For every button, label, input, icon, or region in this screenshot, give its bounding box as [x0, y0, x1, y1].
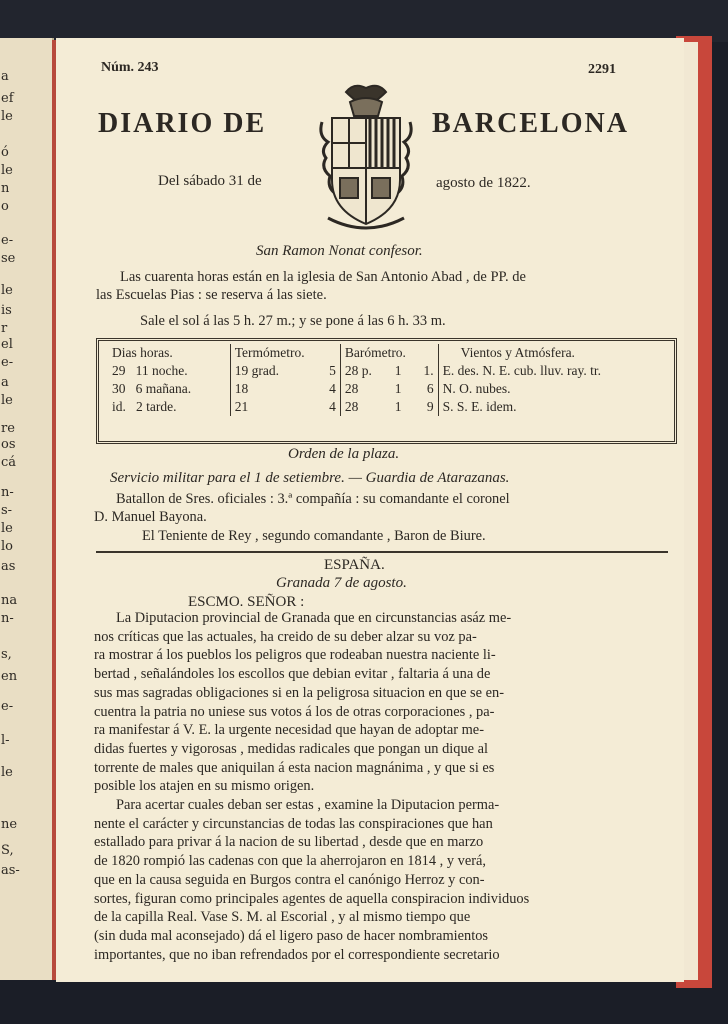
- left-page-fragment: n-: [1, 611, 14, 626]
- page-number: 2291: [588, 62, 616, 77]
- weather-baro-a: 28: [340, 380, 390, 398]
- weather-row: [108, 398, 671, 416]
- weather-wind: N. O. nubes.: [438, 380, 671, 398]
- left-page-fragment: o: [1, 199, 9, 214]
- orden-title: Orden de la plaza.: [288, 446, 400, 462]
- article-line: La Diputacion provincial de Granada que en circunstancias asáz me-: [116, 610, 512, 626]
- article-line: torrente de males que aniquilan á esta nacion magnánima , y que si es: [94, 759, 495, 776]
- weather-wind: E. des. N. E. cub. lluv. ray. tr.: [438, 362, 671, 380]
- header-wind: Vientos y Atmósfera.: [438, 344, 671, 362]
- weather-row: [108, 362, 671, 380]
- article-line: que en la causa seguida en Burgos contra el canónigo Herroz y con-: [94, 871, 485, 888]
- left-page-fragment: lo: [1, 539, 13, 554]
- article-line: nos críticas que las actuales, ha creido de su deber alzar su voz pa-: [94, 628, 477, 645]
- left-page-fragment: en: [1, 669, 18, 684]
- weather-header-row: [108, 344, 671, 362]
- date-right: agosto de 1822.: [436, 175, 531, 191]
- weather-row: [108, 380, 671, 398]
- left-page-fragment: os: [1, 437, 16, 452]
- section-country: ESPAÑA.: [324, 557, 385, 573]
- left-page-fragment: le: [1, 393, 13, 408]
- weather-baro-b: 1: [394, 363, 402, 378]
- left-page-fragment: l-: [1, 733, 10, 748]
- weather-temp: 21: [230, 398, 315, 416]
- left-page-fragment: ó: [1, 145, 9, 160]
- left-page-fragment: ne: [1, 817, 18, 832]
- left-page-fragment: le: [1, 109, 13, 124]
- left-page-fragment: le: [1, 163, 13, 178]
- article-line: sus mas sagradas obligaciones si en la peligrosa situacion en que se en-: [94, 684, 505, 701]
- article-line: estallado para privar á la nacion de su libertad , desde que en marzo: [94, 834, 484, 851]
- coat-of-arms-icon: [310, 78, 422, 236]
- date-left: Del sábado 31 de: [158, 173, 262, 189]
- header-barometer: Barómetro.: [340, 344, 438, 362]
- weather-baro-b: 1: [394, 399, 402, 414]
- left-page-fragment: as-: [1, 863, 20, 878]
- weather-day-hour: 29 11 noche.: [112, 363, 188, 378]
- left-page-fragment: na: [1, 593, 18, 608]
- title-left: DIARIO DE: [98, 108, 267, 139]
- article-line: de la capilla Real. Vase S. M. al Escorial , y al mismo tiempo que: [94, 909, 471, 926]
- page-stack: [684, 42, 698, 980]
- article-line: sortes, figuran como principales agentes de aquella conspiracion individuos: [94, 890, 530, 907]
- article-line: bertad , señalándoles los escollos que debian evitar , faltaria á una de: [94, 666, 491, 683]
- left-page-fragment: e-: [1, 699, 14, 714]
- orden-line: Batallon de Sres. oficiales : 3.ª compañía : su comandante el coronel: [116, 491, 510, 507]
- left-facing-page: [0, 38, 54, 980]
- weather-baro-b: 1: [394, 381, 402, 396]
- weather-table: [108, 344, 671, 416]
- article-line: ra manifestar á V. E. la urgente necesidad que hayan de adoptar me-: [94, 722, 484, 739]
- section-divider: [96, 551, 668, 553]
- issue-number: Núm. 243: [101, 60, 159, 75]
- weather-day-hour: id. 2 tarde.: [112, 399, 177, 414]
- left-page-fragment: s,: [1, 647, 12, 662]
- weather-baro-a: 28: [340, 398, 390, 416]
- weather-day-hour: 30 6 mañana.: [112, 381, 192, 396]
- announcement-line-2: las Escuelas Pias : se reserva á las siete.: [96, 287, 327, 303]
- left-page-fragment: el: [1, 337, 13, 352]
- orden-line: D. Manuel Bayona.: [94, 509, 207, 525]
- section-dateline: Granada 7 de agosto.: [276, 575, 407, 591]
- left-page-fragment: a: [1, 69, 9, 84]
- article-line: posible los atajen en su mismo origen.: [94, 778, 315, 795]
- left-page-fragment: se: [1, 251, 16, 266]
- header-days: Dias horas.: [112, 345, 173, 360]
- article-line: (sin duda mal aconsejado) dá el ligero paso de hacer nombramientos: [94, 927, 489, 944]
- left-page-fragment: s-: [1, 503, 13, 518]
- left-page-fragment: a: [1, 375, 9, 390]
- left-page-fragment: e-: [1, 233, 14, 248]
- weather-temp: 18: [230, 380, 315, 398]
- left-page-fragment: is: [1, 303, 12, 318]
- background: [0, 0, 728, 42]
- article-line: didas fuertes y vigorosas , medidas radicales que pongan un dique al: [94, 740, 489, 757]
- weather-wind: S. S. E. idem.: [438, 398, 671, 416]
- section-salutation: ESCMO. SEÑOR :: [188, 594, 305, 610]
- left-page-fragment: re: [1, 421, 15, 436]
- left-page-fragment: le: [1, 283, 13, 298]
- newspaper-page: [56, 38, 684, 982]
- announcement-line-1: Las cuarenta horas están en la iglesia de San Antonio Abad , de PP. de: [120, 269, 526, 285]
- article-line: importantes, que no iban refrendados por el correspondiente secretario: [94, 946, 500, 963]
- left-page-fragment: n-: [1, 485, 14, 500]
- left-page-fragment: S,: [1, 843, 14, 858]
- left-page-fragment: le: [1, 765, 13, 780]
- left-page-fragment: n: [1, 181, 10, 196]
- weather-baro-c: 9: [426, 399, 434, 414]
- left-page-fragment: as: [1, 559, 16, 574]
- header-thermometer: Termómetro.: [230, 344, 340, 362]
- left-page-fragment: cá: [1, 455, 17, 470]
- weather-temp-frac: 4: [329, 381, 336, 396]
- weather-temp: 19 grad.: [230, 362, 315, 380]
- left-page-fragment: ef: [1, 91, 14, 106]
- article-line: ra mostrar á los pueblos los peligros que rodeaban nuestra naciente li-: [94, 647, 496, 664]
- left-page-fragment: e-: [1, 355, 14, 370]
- weather-baro-a: 28 p.: [340, 362, 390, 380]
- weather-baro-c: 1.: [423, 363, 434, 378]
- article-line: cuentra la patria no uniese sus votos á los de otras corporaciones , pa-: [94, 703, 495, 720]
- orden-service: Servicio militar para el 1 de setiembre. — Guardia de Atarazanas.: [110, 470, 510, 486]
- weather-temp-frac: 4: [329, 399, 336, 414]
- sun-times: Sale el sol á las 5 h. 27 m.; y se pone á las 6 h. 33 m.: [140, 313, 446, 329]
- left-page-fragment: le: [1, 521, 13, 536]
- title-right: BARCELONA: [432, 108, 629, 139]
- article-line: Para acertar cuales deban ser estas , examine la Diputacion perma-: [116, 797, 500, 813]
- saint-of-day: San Ramon Nonat confesor.: [256, 243, 423, 259]
- orden-line: El Teniente de Rey , segundo comandante , Baron de Biure.: [142, 528, 486, 544]
- weather-baro-c: 6: [426, 381, 434, 396]
- article-line: de 1820 rompió las cadenas con que la aherrojaron en 1814 , y verá,: [94, 853, 487, 870]
- article-line: nente el carácter y circunstancias de todas las conspiraciones que han: [94, 815, 493, 832]
- weather-temp-frac: 5: [329, 363, 336, 378]
- left-page-fragment: r: [1, 321, 8, 336]
